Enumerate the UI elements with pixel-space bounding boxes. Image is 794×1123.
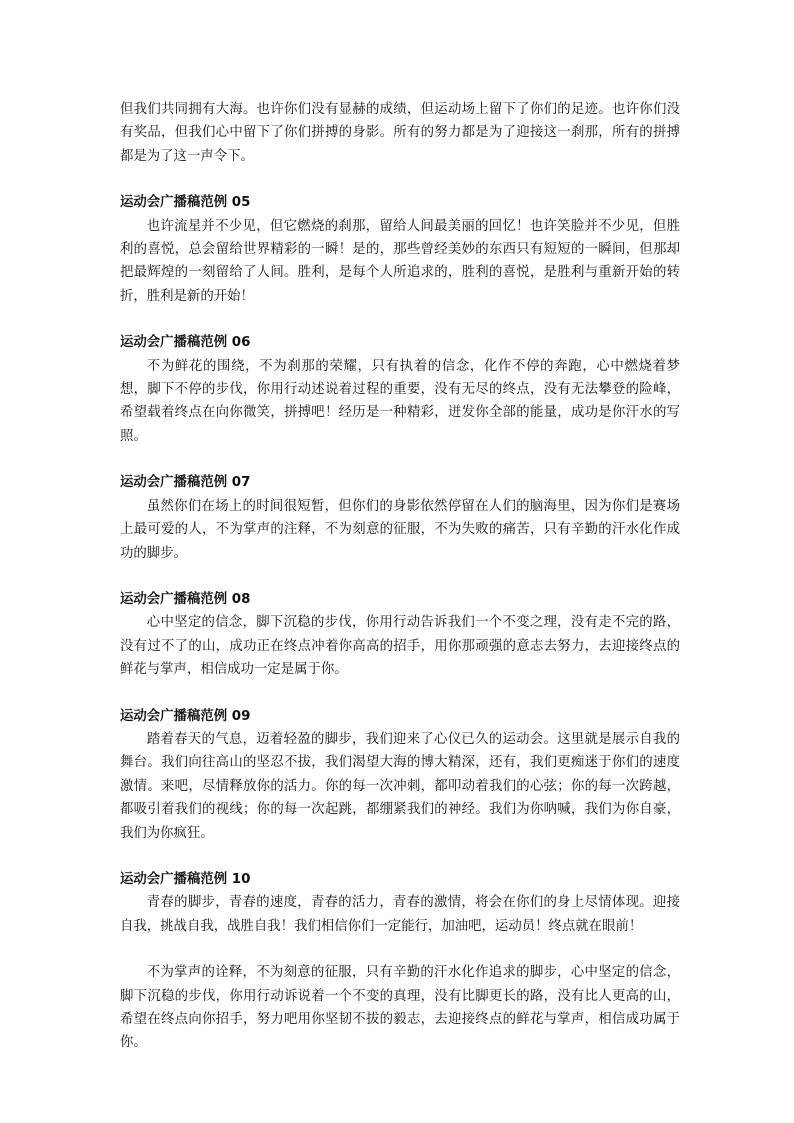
section-09 [120,705,680,845]
section-10 [120,868,680,938]
section-heading: 运动会广播稿范例 05 [120,195,251,211]
section-heading: 运动会广播稿范例 09 [120,708,251,724]
closing-section [120,961,680,1055]
section-heading: 运动会广播稿范例 07 [120,475,251,491]
section-body: 心中坚定的信念，脚下沉稳的步伐，你用行动告诉我们一个不变之理，没有走不完的路，没有过不了的山，成功正在终点冲着你高高的招手，用你那顽强的意志去努力，去迎接终点的鲜花与掌声，相信成功一定是属于你。 [120,615,680,678]
closing-paragraph: 不为掌声的诠释，不为刻意的征服，只有辛勤的汗水化作追求的脚步，心中坚定的信念，脚下沉稳的步伐，你用行动诉说着一个不变的真理，没有比脚更长的路，没有比人更高的山，希望在终点向你招手，努力吧用你坚韧不拔的毅志，去迎接终点的鲜花与掌声，相信成功属于你。 [120,965,680,1051]
section-heading: 运动会广播稿范例 06 [120,335,251,351]
document-page [120,98,680,1055]
section-05 [120,191,680,308]
section-body: 不为鲜花的围绕，不为刹那的荣耀，只有执着的信念，化作不停的奔跑，心中燃烧着梦想，脚下不停的步伐，你用行动述说着过程的重要，没有无尽的终点，没有无法攀登的险峰，希望载着终点在向你微笑，拼搏吧！经历是一种精彩，迸发你全部的能量，成功是你汗水的写照。 [120,358,680,444]
section-08 [120,588,680,682]
section-07 [120,471,680,565]
section-body: 也许流星并不少见，但它燃烧的刹那，留给人间最美丽的回忆！也许笑脸并不少见，但胜利的喜悦，总会留给世界精彩的一瞬！是的，那些曾经美妙的东西只有短短的一瞬间，但那却把最辉煌的一刻留给了人间。胜利，是每个人所追求的，胜利的喜悦，是胜利与重新开始的转折，胜利是新的开始！ [120,218,680,304]
section-body: 踏着春天的气息，迈着轻盈的脚步，我们迎来了心仪已久的运动会。这里就是展示自我的舞台。我们向往高山的坚忍不拔，我们渴望大海的博大精深，还有，我们更痴迷于你们的速度激情。来吧，尽情释放你的活力。你的每一次冲刺，都叩动着我们的心弦；你的每一次跨越，都吸引着我们的视线；你的每一次起跳，都绷紧我们的神经。我们为你呐喊，我们为你自豪，我们为你疯狂。 [120,731,680,841]
section-body: 青春的脚步，青春的速度，青春的活力，青春的激情，将会在你们的身上尽情体现。迎接自我，挑战自我，战胜自我！我们相信你们一定能行，加油吧，运动员！终点就在眼前！ [120,895,680,934]
section-06 [120,331,680,448]
section-heading: 运动会广播稿范例 08 [120,591,251,607]
intro-paragraph: 但我们共同拥有大海。也许你们没有显赫的成绩，但运动场上留下了你们的足迹。也许你们没有奖品，但我们心中留下了你们拼搏的身影。所有的努力都是为了迎接这一刹那，所有的拼搏都是为了这一声令下。 [120,102,680,164]
section-heading: 运动会广播稿范例 10 [120,871,251,887]
section-body: 虽然你们在场上的时间很短暂，但你们的身影依然停留在人们的脑海里，因为你们是赛场上最可爱的人，不为掌声的注释，不为刻意的征服，不为失败的痛苦，只有辛勤的汗水化作成功的脚步。 [120,498,680,561]
